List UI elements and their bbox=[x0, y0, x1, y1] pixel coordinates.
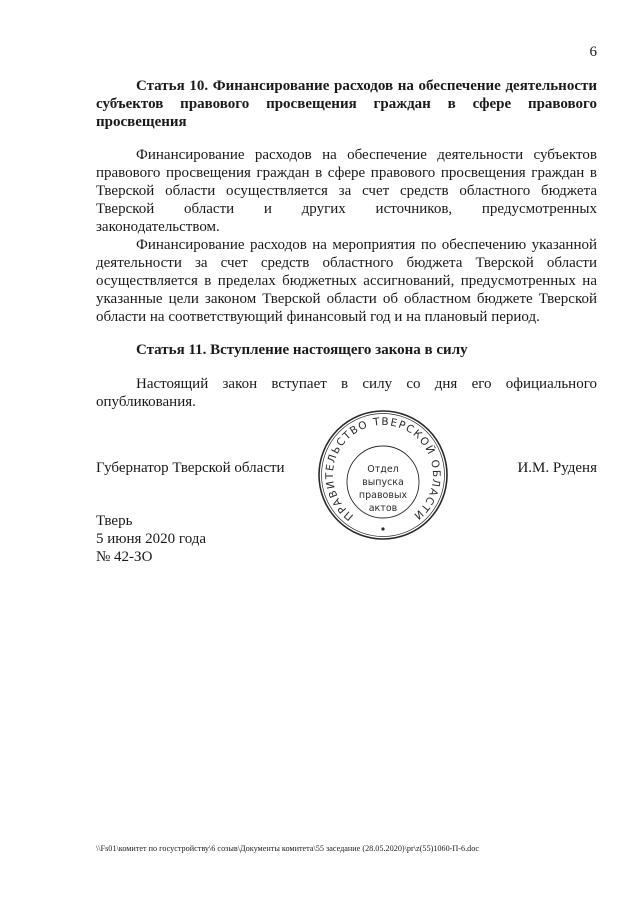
paragraph-line: Финансирование расходов на мероприятия по обеспечению указанной bbox=[136, 237, 597, 253]
paragraph-line: Финансирование расходов на обеспечение деятельности субъектов bbox=[136, 147, 597, 163]
paragraph-line: области на соответствующий финансовый год и на плановый период. bbox=[96, 309, 540, 325]
stamp-outer-text-path: ПРАВИТЕЛЬСТВО ТВЕРСКОЙ ОБЛАСТИ bbox=[323, 415, 443, 523]
page-number: 6 bbox=[589, 44, 597, 60]
law-number: № 42-ЗО bbox=[96, 549, 153, 565]
stamp-inner-line: правовых bbox=[358, 490, 408, 501]
footer-file-path: \\Fs01\комитет по госустройству\6 созыв\Документы комитета\55 заседание (28.05.2020)\pr\z(55)1060-П-6.doc bbox=[96, 844, 479, 853]
paragraph-line: законодательством. bbox=[96, 219, 220, 235]
paragraph-line: деятельности за счет средств областного бюджета Тверской области bbox=[96, 255, 597, 271]
article-10-heading-line: просвещения bbox=[96, 114, 187, 130]
stamp-outer-ring bbox=[319, 411, 447, 539]
paragraph-line: Тверской области и других источников, предусмотренных bbox=[96, 201, 597, 217]
article-10-heading-line: Статья 10. Финансирование расходов на обеспечение деятельности bbox=[136, 78, 597, 94]
article-11-heading: Статья 11. Вступление настоящего закона в силу bbox=[136, 342, 468, 358]
stamp-inner-line: актов bbox=[368, 503, 398, 514]
stamp-dot bbox=[381, 527, 384, 530]
date: 5 июня 2020 года bbox=[96, 531, 207, 547]
paragraph-line: опубликования. bbox=[96, 394, 196, 410]
paragraph-line: Настоящий закон вступает в силу со дня его официального bbox=[136, 376, 597, 392]
paragraph-line: Тверской области осуществляется за счет средств областного бюджета bbox=[96, 183, 597, 199]
paragraph-line: правового просвещения граждан в сфере правового просвещения граждан в bbox=[96, 165, 597, 181]
city: Тверь bbox=[96, 513, 133, 529]
paragraph-line: осуществляется в пределах бюджетных ассигнований, предусмотренных на bbox=[96, 273, 597, 289]
stamp-inner-line: Отдел bbox=[367, 464, 399, 475]
stamp-inner-line: выпуска bbox=[362, 477, 404, 488]
signatory-name: И.М. Руденя bbox=[517, 460, 597, 476]
signatory-position: Губернатор Тверской области bbox=[96, 460, 285, 476]
official-stamp bbox=[316, 408, 450, 542]
paragraph-line: указанные цели законом Тверской области об областном бюджете Тверской bbox=[96, 291, 597, 307]
article-10-heading-line: субъектов правового просвещения граждан в сфере правового bbox=[96, 96, 597, 112]
